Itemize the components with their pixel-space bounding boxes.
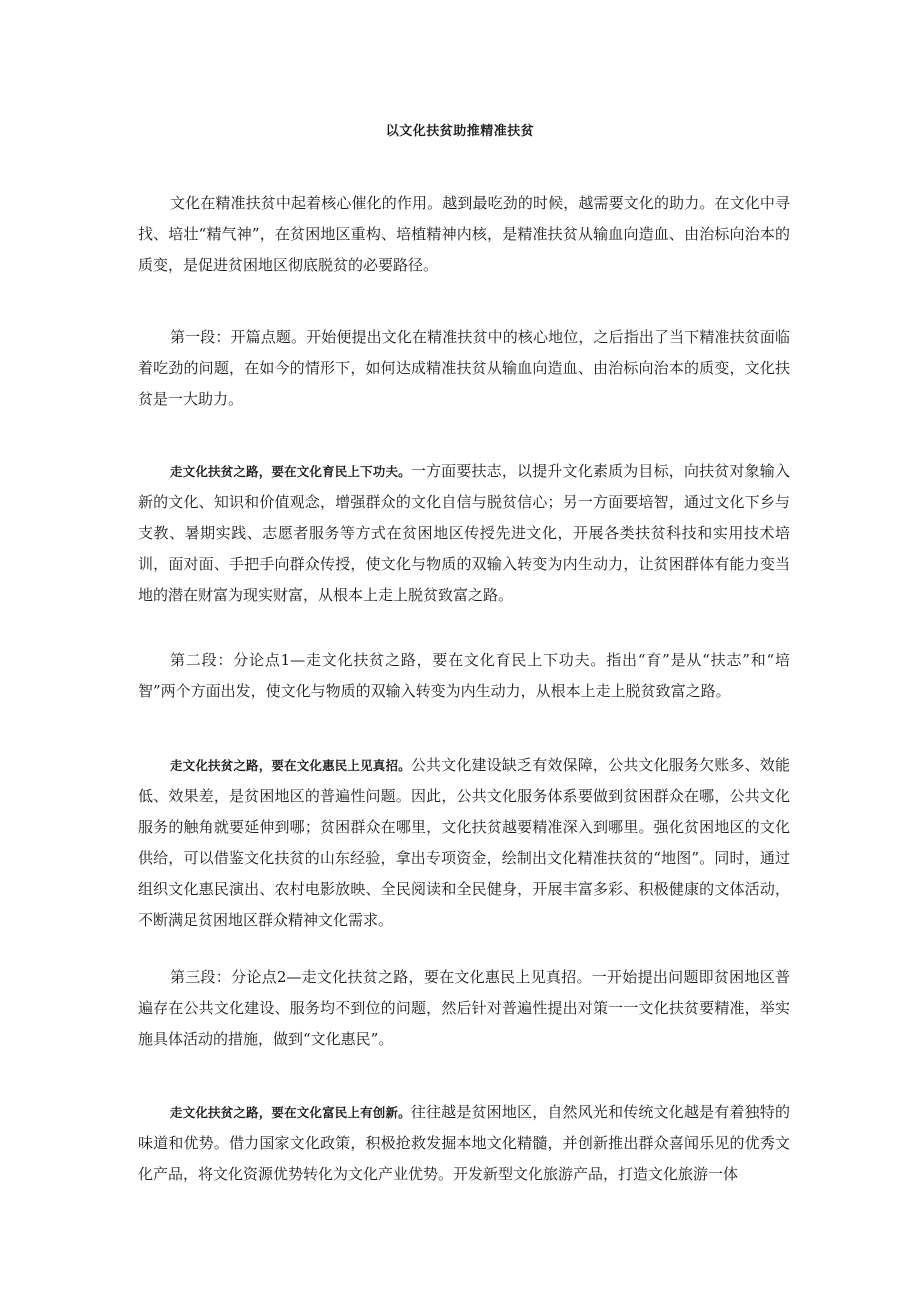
paragraph-text: 公共文化建设缺乏有效保障，公共文化服务欠账多、效能低、效果差，是贫困地区的普遍性问题。因此，公共文化服务体系要做到贫困群众在哪，公共文化服务的触角就要延伸到哪；贫困群众在哪里，文化扶贫越要精准深入到哪里。强化贫困地区的文化供给，可以借鉴文化扶贫的山东经验，拿出专项资金，绘制出文化精准扶贫的“地图”。同时，通过组织文化惠民演出、农村电影放映、全民阅读和全民健身，开展丰富多彩、积极健康的文体活动，不断满足贫困地区群众精神文化需求。 <box>138 756 790 929</box>
paragraph-lead: 走文化扶贫之路，要在文化惠民上见真招。 <box>170 758 411 773</box>
paragraph-point-3 <box>138 1097 790 1190</box>
paragraph-text: 第二段：分论点1—走文化扶贫之路，要在文化育民上下功夫。指出“育”是从“扶志”和“培智”两个方面出发，使文化与物质的双输入转变为内生动力，从根本上走上脱贫致富之路。 <box>138 651 790 700</box>
paragraph-analysis-1 <box>138 322 790 415</box>
paragraph-text: 文化在精准扶贫中起着核心催化的作用。越到最吃劲的时候，越需要文化的助力。在文化中寻找、培壮“精气神”，在贫困地区重构、培植精神内核，是精准扶贫从输血向造血、由治标向治本的质变，是促进贫困地区彻底脱贫的必要路径。 <box>138 194 790 274</box>
paragraph-analysis-3 <box>138 962 790 1055</box>
paragraph-analysis-2 <box>138 645 790 707</box>
paragraph-text: 第一段：开篇点题。开始便提出文化在精准扶贫中的核心地位，之后指出了当下精准扶贫面临着吃劲的问题，在如今的情形下，如何达成精准扶贫从输血向造血、由治标向治本的质变，文化扶贫是一大助力。 <box>138 328 790 408</box>
paragraph-intro <box>138 188 790 281</box>
paragraph-text: 一方面要扶志，以提升文化素质为目标，向扶贫对象输入新的文化、知识和价值观念，增强群众的文化自信与脱贫信心；另一方面要培智，通过文化下乡与支教、暑期实践、志愿者服务等方式在贫困地区传授先进文化，开展各类扶贫科技和实用技术培训，面对面、手把手向群众传授，使文化与物质的双输入转变为内生动力，让贫困群体有能力变当地的潜在财富为现实财富，从根本上走上脱贫致富之路。 <box>138 462 790 604</box>
paragraph-lead: 走文化扶贫之路，要在文化育民上下功夫。 <box>170 464 411 479</box>
paragraph-lead: 走文化扶贫之路，要在文化富民上有创新。 <box>170 1105 411 1120</box>
paragraph-point-2 <box>138 750 790 936</box>
paragraph-text: 第三段：分论点2—走文化扶贫之路，要在文化惠民上见真招。一开始提出问题即贫困地区普遍存在公共文化建设、服务均不到位的问题，然后针对普遍性提出对策一一文化扶贫要精准，举实施具体活动的措施，做到“文化惠民”。 <box>138 968 790 1048</box>
paragraph-text: 往往越是贫困地区，自然风光和传统文化越是有着独特的味道和优势。借力国家文化政策，积极抢救发掘本地文化精髓，并创新推出群众喜闻乐见的优秀文化产品，将文化资源优势转化为文化产业优势。开发新型文化旅游产品，打造文化旅游一体 <box>138 1103 790 1183</box>
paragraph-point-1 <box>138 456 790 611</box>
document-title: 以文化扶贫助推精准扶贫 <box>385 124 535 139</box>
